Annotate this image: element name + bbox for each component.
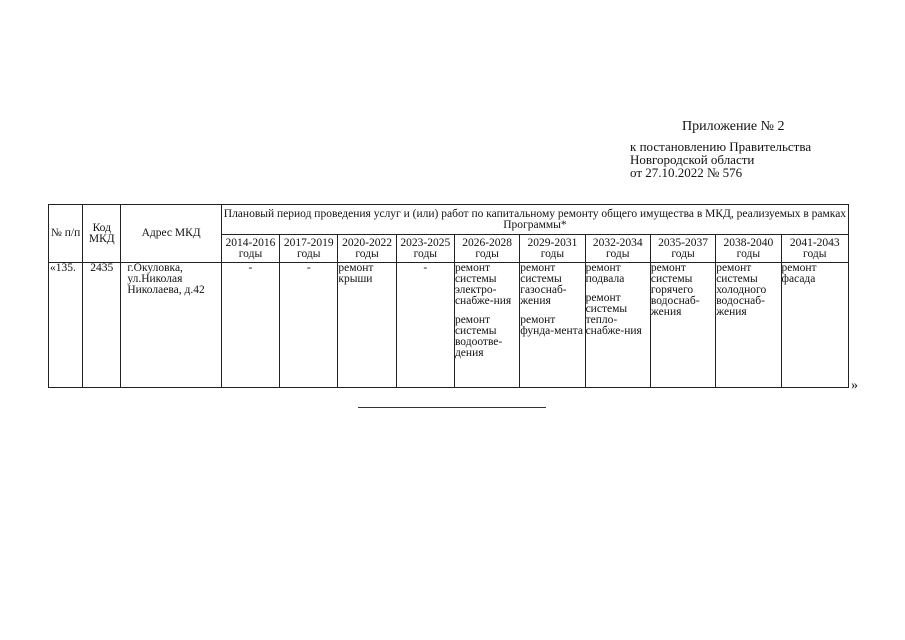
header-year-2032: 2032-2034 годы (585, 235, 650, 263)
appendix-line-1: к постановлению Правительства (630, 139, 812, 154)
header-year-2023: 2023-2025 годы (396, 235, 454, 263)
cell-kod: 2435 (83, 263, 121, 388)
cell-num: «135. (49, 263, 83, 388)
appendix-line-2: Новгородской области (630, 152, 755, 167)
header-year-2014: 2014-2016 годы (221, 235, 279, 263)
cell-2038: ремонт системы холодного водоснаб-жения (716, 263, 781, 388)
header-year-2035: 2035-2037 годы (650, 235, 715, 263)
appendix-header (630, 120, 811, 179)
header-year-2029: 2029-2031 годы (520, 235, 585, 263)
repair-plan-table (48, 204, 849, 388)
cell-2032-item-1: ремонт подвала (585, 262, 625, 285)
cell-address: г.Окуловка, ул.Николая Николаева, д.42 (121, 263, 221, 388)
cell-2017: - (280, 263, 338, 388)
cell-2020: ремонт крыши (338, 263, 396, 388)
separator-line (358, 407, 546, 408)
cell-2029-item-1: ремонт системы газоснаб-жения (520, 262, 567, 307)
cell-2032-item-2: ремонт системы тепло-снабже-ния (585, 292, 642, 337)
header-year-2038: 2038-2040 годы (716, 235, 781, 263)
header-kod: Код МКД (83, 205, 121, 263)
cell-2026-item-2: ремонт системы водоотве-дения (454, 314, 503, 359)
cell-2026-item-1: ремонт системы электро-снабже-ния (454, 262, 512, 307)
header-year-2026: 2026-2028 годы (454, 235, 519, 263)
header-num: № п/п (49, 205, 83, 263)
table-row (49, 263, 849, 388)
header-addr: Адрес МКД (121, 205, 221, 263)
cell-2026 (454, 263, 519, 388)
closing-quote: » (851, 378, 858, 393)
cell-2029-item-2: ремонт фунда-мента (520, 314, 583, 337)
header-year-2041: 2041-2043 годы (781, 235, 848, 263)
appendix-title: Приложение № 2 (682, 119, 785, 134)
cell-2035: ремонт системы горячего водоснаб-жения (650, 263, 715, 388)
header-year-2020: 2020-2022 годы (338, 235, 396, 263)
appendix-line-3: от 27.10.2022 № 576 (630, 165, 743, 180)
cell-2023: - (396, 263, 454, 388)
cell-2032 (585, 263, 650, 388)
cell-2029 (520, 263, 585, 388)
header-period: Плановый период проведения услуг и (или) работ по капитальному ремонту общего имущества в МКД, реализуемых в рамках Программы* (221, 205, 848, 235)
header-year-2017: 2017-2019 годы (280, 235, 338, 263)
cell-2041: ремонт фасада (781, 263, 848, 388)
cell-2014: - (221, 263, 279, 388)
